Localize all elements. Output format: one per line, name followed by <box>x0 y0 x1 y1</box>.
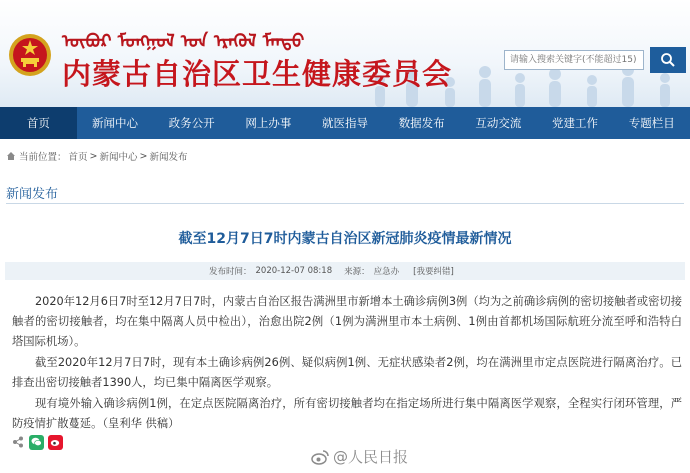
nav-item-online-services[interactable]: 网上办事 <box>245 116 292 130</box>
watermark-text: @人民日报 <box>333 448 409 466</box>
article-title: 截至12月7日7时内蒙古自治区新冠肺炎疫情最新情况 <box>178 231 512 247</box>
source-value: 应急办 <box>373 267 400 277</box>
breadcrumb-link-home[interactable]: 首页 <box>68 152 88 163</box>
breadcrumb-separator: > <box>89 150 98 162</box>
weibo-logo-icon <box>311 449 329 465</box>
weibo-share-icon[interactable] <box>48 435 63 450</box>
nav-item-interaction[interactable]: 互动交流 <box>475 116 522 130</box>
article-paragraph: 截至2020年12月7日7时，现有本土确诊病例26例、疑似病例1例、无症状感染者2例，均在满洲里市定点医院进行隔离治疗。已排查出密切接触者1390人，均已集中隔离医学观察。 <box>12 356 682 389</box>
publish-date-value: 2020-12-07 08:18 <box>255 266 333 276</box>
nav-item-special-topics[interactable]: 专题栏目 <box>628 116 675 130</box>
national-emblem-icon <box>8 33 52 77</box>
search-input[interactable] <box>504 50 644 70</box>
article-body <box>12 292 682 435</box>
wechat-share-icon[interactable] <box>29 435 44 450</box>
publish-date-label: 发布时间： <box>209 267 252 277</box>
home-icon <box>6 151 16 161</box>
nav-item-party-building[interactable]: 党建工作 <box>552 116 599 130</box>
nav-item-home[interactable]: 首页 <box>0 107 77 139</box>
breadcrumb <box>0 148 690 164</box>
nav-item-government-affairs[interactable]: 政务公开 <box>168 116 215 130</box>
article-meta-bar <box>5 262 685 280</box>
article-paragraph: 2020年12月6日7时至12月7日7时，内蒙古自治区报告满洲里市新增本土确诊病例3例（均为之前确诊病例的密切接触者或密切接触者的密切接触者，均在集中隔离人员中检出），治愈出院2例（1例为满洲里市本土病例、1例由首都机场国际航班分流至呼和浩特白塔国际机场）。 <box>12 295 682 348</box>
watermark <box>311 446 408 467</box>
breadcrumb-prefix: 当前位置： <box>19 152 67 163</box>
share-bar <box>10 434 63 450</box>
site-title: 内蒙古自治区卫生健康委员会 <box>62 57 453 91</box>
main-navigation <box>0 107 690 139</box>
article-paragraph: 现有境外输入确诊病例1例，在定点医院隔离治疗，所有密切接触者均在指定场所进行集中隔离医学观察，全程实行闭环管理，严防疫情扩散蔓延。（皇利华 供稿） <box>12 397 682 430</box>
breadcrumb-link-news-release[interactable]: 新闻发布 <box>149 152 188 163</box>
mongolian-title: ᠥᠪᠦᠷ ᠮᠣᠩᠭᠣᠯ ᠤᠨ ᠡᠷᠡᠭᠦᠯ ᠮᠡᠨᠳᠦ <box>62 31 305 52</box>
breadcrumb-separator: > <box>139 150 148 162</box>
error-report-link[interactable]: [我要纠错] <box>413 267 454 277</box>
search-button[interactable] <box>650 47 686 73</box>
nav-item-data-release[interactable]: 数据发布 <box>398 116 445 130</box>
nav-item-medical-guide[interactable]: 就医指导 <box>322 116 369 130</box>
breadcrumb-link-news-center[interactable]: 新闻中心 <box>99 152 138 163</box>
share-icon[interactable] <box>10 435 25 450</box>
section-title: 新闻发布 <box>6 187 59 202</box>
site-header <box>0 0 690 107</box>
search-icon <box>660 52 676 68</box>
source-label: 来源： <box>344 267 370 277</box>
section-divider <box>6 203 684 204</box>
nav-item-news-center[interactable]: 新闻中心 <box>92 116 138 130</box>
